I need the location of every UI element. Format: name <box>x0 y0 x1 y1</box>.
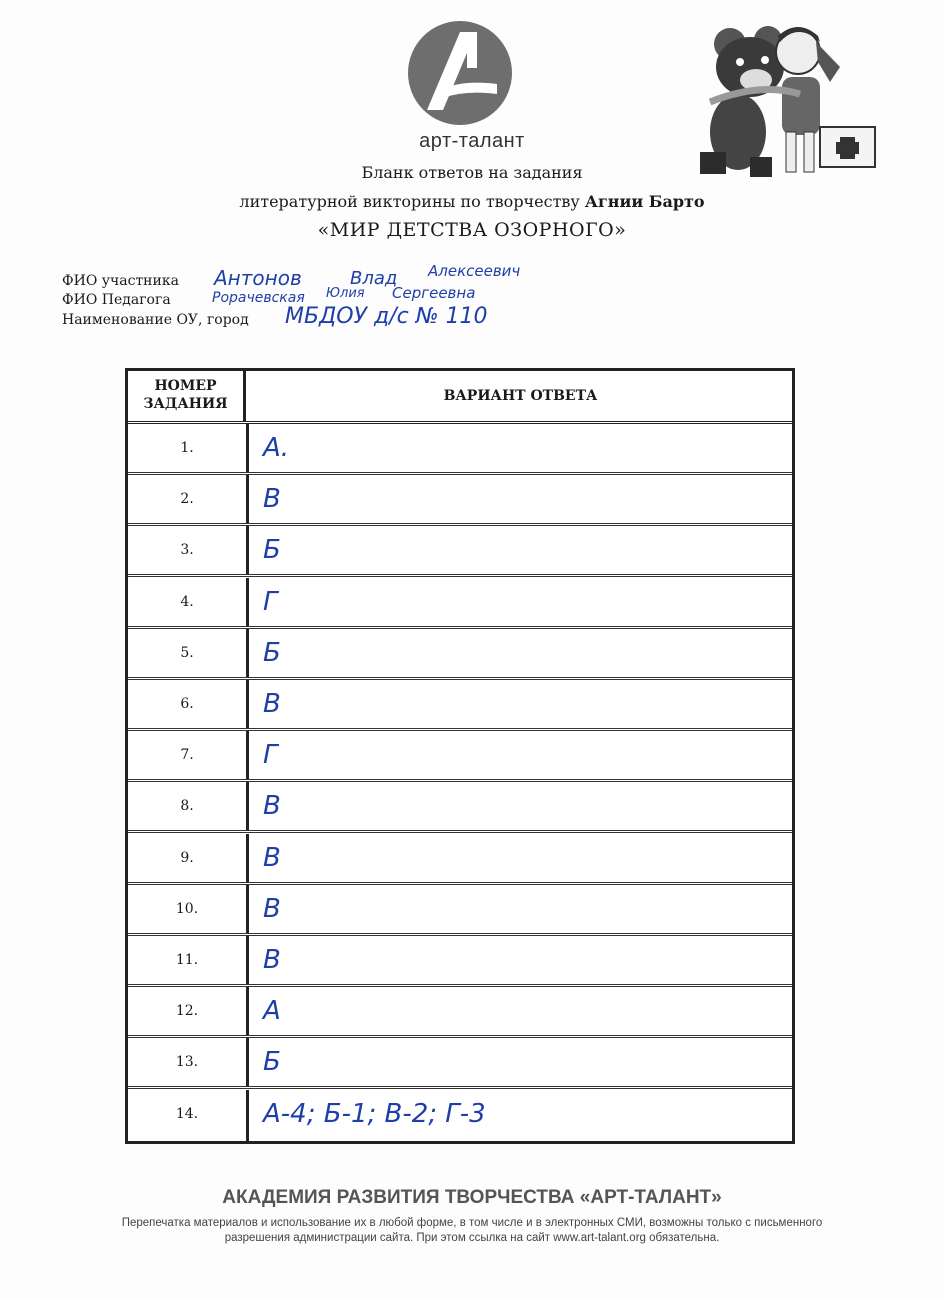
participant-patronymic: Алексеевич <box>428 262 521 280</box>
task-number: 5. <box>128 629 249 677</box>
answer-value: Б <box>263 535 281 566</box>
art-talant-logo <box>405 18 515 128</box>
answer-value: В <box>263 945 281 975</box>
table-row <box>128 987 792 1038</box>
form-subtitle: литературной викторины по творчеству Агнии Барто <box>239 192 705 211</box>
participant-surname: Антонов <box>214 266 302 290</box>
table-row <box>128 424 792 475</box>
teacher-name: Юлия <box>326 286 365 301</box>
bear-girl-illustration <box>690 22 885 187</box>
task-number: 14. <box>128 1090 249 1141</box>
task-number: 13. <box>128 1038 249 1086</box>
task-number: 2. <box>128 475 249 523</box>
brand-name: арт-талант <box>419 130 525 152</box>
answers-table <box>125 368 795 1144</box>
table-row <box>128 526 792 577</box>
table-row <box>128 680 792 731</box>
answer-value: В <box>263 791 281 822</box>
answer-value: Г <box>263 586 278 617</box>
task-number: 7. <box>128 731 249 779</box>
task-number: 11. <box>128 936 249 984</box>
participant-label: ФИО участника <box>62 273 179 289</box>
answer-value: В <box>263 893 281 924</box>
task-number: 4. <box>128 578 249 626</box>
teacher-label: ФИО Педагога <box>62 292 171 308</box>
copyright-notice: Перепечатка материалов и использование их в любой форме, в том числе и в электронных СМИ, возможны только с письменного разрешения администрации сайта. При этом ссылка на сайт www.art-talant.org обязательна. <box>121 1217 823 1244</box>
task-number: 12. <box>128 987 249 1035</box>
table-row <box>128 1090 792 1141</box>
table-row <box>128 1038 792 1089</box>
answer-value: А. <box>263 433 290 463</box>
table-row <box>128 936 792 987</box>
table-row <box>128 475 792 526</box>
task-number: 10. <box>128 885 249 933</box>
table-header <box>128 371 792 424</box>
task-number: 3. <box>128 526 249 574</box>
task-number: 8. <box>128 782 249 830</box>
answer-value: Б <box>263 637 281 668</box>
answer-value: В <box>263 689 281 719</box>
organization-label: Наименование ОУ, город <box>62 312 249 328</box>
answer-value: Г <box>263 740 278 771</box>
table-row <box>128 731 792 782</box>
table-row <box>128 629 792 680</box>
participant-name: Влад <box>350 268 398 289</box>
organization-value: МБДОУ д/с № 110 <box>285 304 488 329</box>
answer-value: Б <box>263 1047 281 1078</box>
academy-name: АКАДЕМИЯ РАЗВИТИЯ ТВОРЧЕСТВА «АРТ-ТАЛАНТ» <box>222 1187 722 1208</box>
header-task-number: НОМЕР ЗАДАНИЯ <box>128 371 246 421</box>
table-row <box>128 885 792 936</box>
table-row <box>128 782 792 833</box>
teacher-surname: Рорачевская <box>212 290 305 306</box>
quiz-name: «МИР ДЕТСТВА ОЗОРНОГО» <box>317 219 627 241</box>
task-number: 1. <box>128 424 249 472</box>
answer-value: А-4; Б-1; В-2; Г-3 <box>263 1098 486 1129</box>
answer-value: В <box>263 484 281 515</box>
header-answer: ВАРИАНТ ОТВЕТА <box>443 388 598 404</box>
answer-value: А <box>263 996 281 1027</box>
table-row <box>128 834 792 885</box>
task-number: 6. <box>128 680 249 728</box>
answer-value: В <box>263 842 281 873</box>
table-row <box>128 578 792 629</box>
task-number: 9. <box>128 834 249 882</box>
form-title: Бланк ответов на задания <box>361 163 583 182</box>
teacher-patronymic: Сергеевна <box>392 284 476 302</box>
